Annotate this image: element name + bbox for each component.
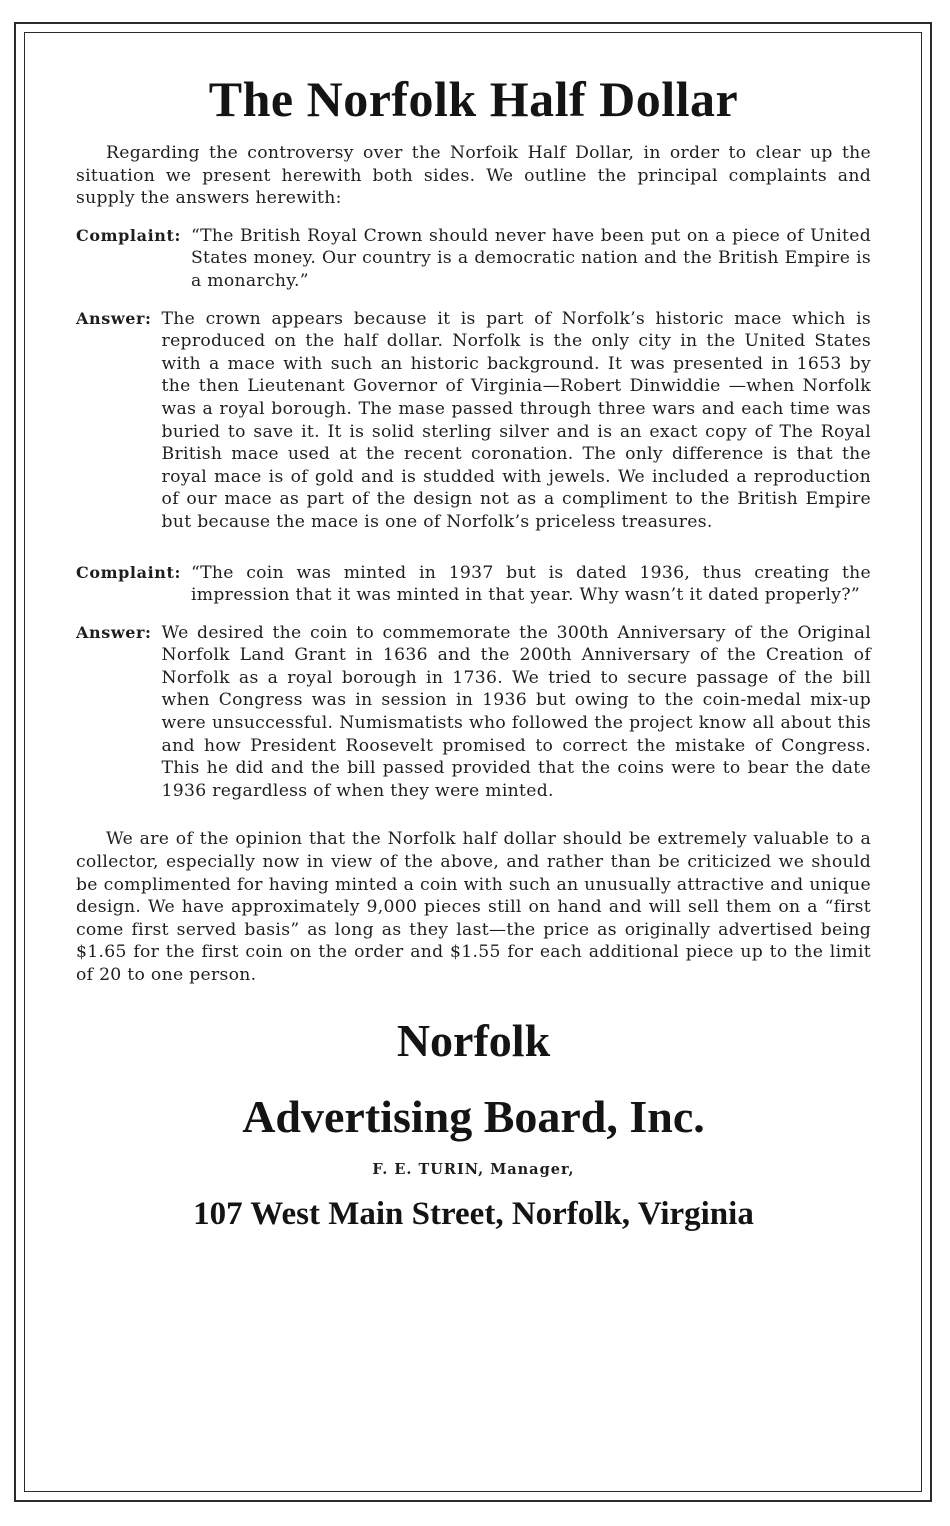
complaint-label: Complaint: bbox=[76, 562, 181, 582]
page-title: The Norfolk Half Dollar bbox=[208, 71, 739, 127]
advertisement-body bbox=[76, 70, 871, 1233]
answer-text: The crown appears because it is part of Norfolk’s historic mace which is reproduced on the half dollar. Norfolk is the only city in the United States with a mace with such an historic background. It was presented in 1653 by the then Lieutenant Governor of Virginia—Robert Dinwiddie —when Norfolk was a royal borough. The mase passed through three wars and each time was buried to save it. It is solid sterling silver and is an exact copy of The Royal British mace used at the recent coronation. The only difference is that the royal mace is of gold and is studded with jewels. We included a reproduction of our mace as part of the design not as a compliment to the British Empire but because the mace is one of Norfolk’s priceless treasures. bbox=[161, 308, 871, 532]
complaint-label: Complaint: bbox=[76, 225, 181, 245]
signature-name-line-2: Advertising Board, Inc. bbox=[242, 1090, 705, 1142]
answer-label: Answer: bbox=[76, 622, 152, 642]
complaint-text: “The British Royal Crown should never have been put on a piece of United States money. Our country is a democratic nation and the British Empire is a monarchy.” bbox=[190, 225, 871, 291]
complaint-entry-2 bbox=[76, 562, 871, 607]
answer-label: Answer: bbox=[76, 308, 152, 328]
closing-paragraph: We are of the opinion that the Norfolk half dollar should be extremely valuable to a collector, especially now in view of the above, and rather than be criticized we should be complimented for having minted a coin with such an unusually attractive and unique design. We have approximately 9,000 pieces still on hand and will sell them on a “first come first served basis” as long as they last—the price as originally advertised being $1.65 for the first coin on the order and $1.55 for each additional piece up to the limit of 20 to one person. bbox=[76, 829, 871, 985]
manager-line: F. E. TURIN, Manager, bbox=[372, 1160, 575, 1178]
answer-text: We desired the coin to commemorate the 300th Anniversary of the Original Norfolk Land Grant in 1636 and the 200th Anniversary of the Creation of Norfolk as a royal borough in 1736. We tried to secure passage of the bill when Congress was in session in 1936 but owing to the coin-medal mix-up were unsuccessful. Numismatists who followed the project know all about this and how President Roosevelt promised to correct the mistake of Congress. This he did and the bill passed provided that the coins were to bear the date 1936 regardless of when they were minted. bbox=[161, 622, 871, 801]
answer-entry-1 bbox=[76, 308, 871, 534]
complaint-entry-1 bbox=[76, 225, 871, 293]
signature-name-line-1: Norfolk bbox=[396, 1014, 551, 1066]
answer-entry-2 bbox=[76, 622, 871, 803]
complaint-text: “The coin was minted in 1937 but is dated 1936, thus creating the impression that it was minted in that year. Why wasn’t it dated properly?” bbox=[190, 562, 871, 606]
address-line: 107 West Main Street, Norfolk, Virginia bbox=[193, 1195, 754, 1232]
intro-paragraph: Regarding the controversy over the Norfoik Half Dollar, in order to clear up the situation we present herewith both sides. We outline the principal complaints and supply the answers herewith: bbox=[76, 143, 871, 209]
